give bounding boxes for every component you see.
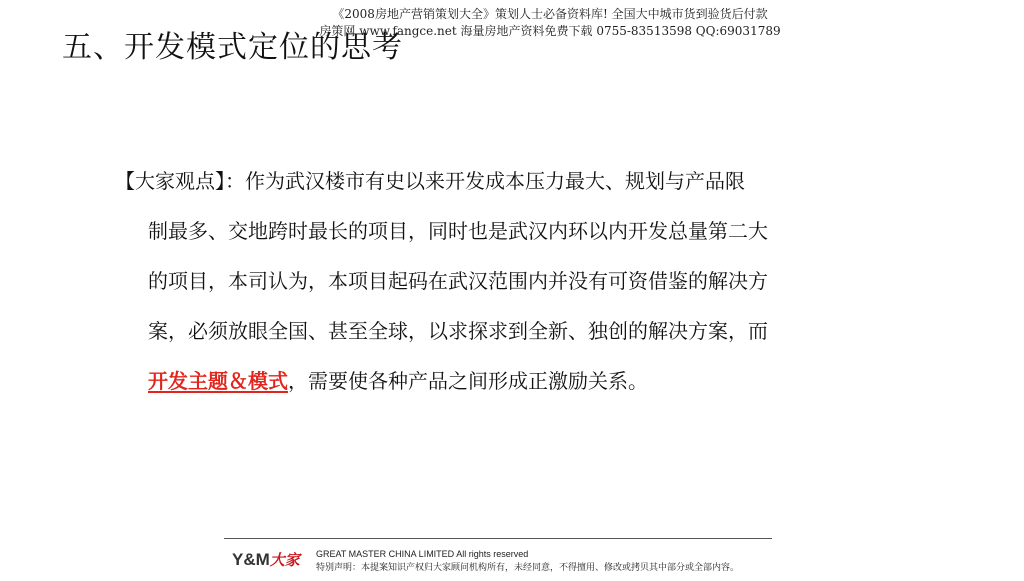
body-paragraph — [115, 156, 905, 406]
paragraph-line-2: 制最多、交地跨时最长的项目，同时也是武汉内环以内开发总量第二大 — [148, 219, 768, 243]
paragraph-line-4: 案，必须放眼全国、甚至全球，以求探求到全新、独创的解决方案，而 — [148, 319, 768, 343]
legal-notice: 特别声明：本提案知识产权归大家顾问机构所有，未经同意，不得擅用、修改或拷贝其中部分或全部内容。 — [316, 562, 740, 572]
logo-mark: 大家 — [269, 552, 300, 569]
logo-text: Y&M — [232, 550, 270, 569]
footer — [224, 538, 772, 581]
emphasis-phrase: 开发主题＆模式 — [148, 369, 288, 393]
company-logo — [232, 549, 300, 570]
footer-copyright — [316, 548, 739, 574]
paragraph-line-3: 的项目，本司认为，本项目起码在武汉范围内并没有可资借鉴的解决方 — [148, 269, 768, 293]
top-banner — [270, 6, 830, 40]
slide-title: 五、开发模式定位的思考 — [62, 30, 403, 65]
banner-line-2: 房策网 www.fangce.net 海量房地产资料免费下载 0755-83513598 QQ:69031789 — [319, 24, 781, 38]
paragraph-line-1: 【大家观点】：作为武汉楼市有史以来开发成本压力最大、规划与产品限 — [115, 169, 745, 193]
copyright-line: GREAT MASTER CHINA LIMITED All rights reserved — [316, 549, 529, 559]
paragraph-line-5 — [115, 356, 905, 406]
paragraph-line-5-rest: ，需要使各种产品之间形成正激励关系。 — [288, 369, 648, 393]
banner-line-1: 《2008房地产营销策划大全》策划人士必备资料库! 全国大中城市货到验货后付款 — [332, 7, 768, 21]
